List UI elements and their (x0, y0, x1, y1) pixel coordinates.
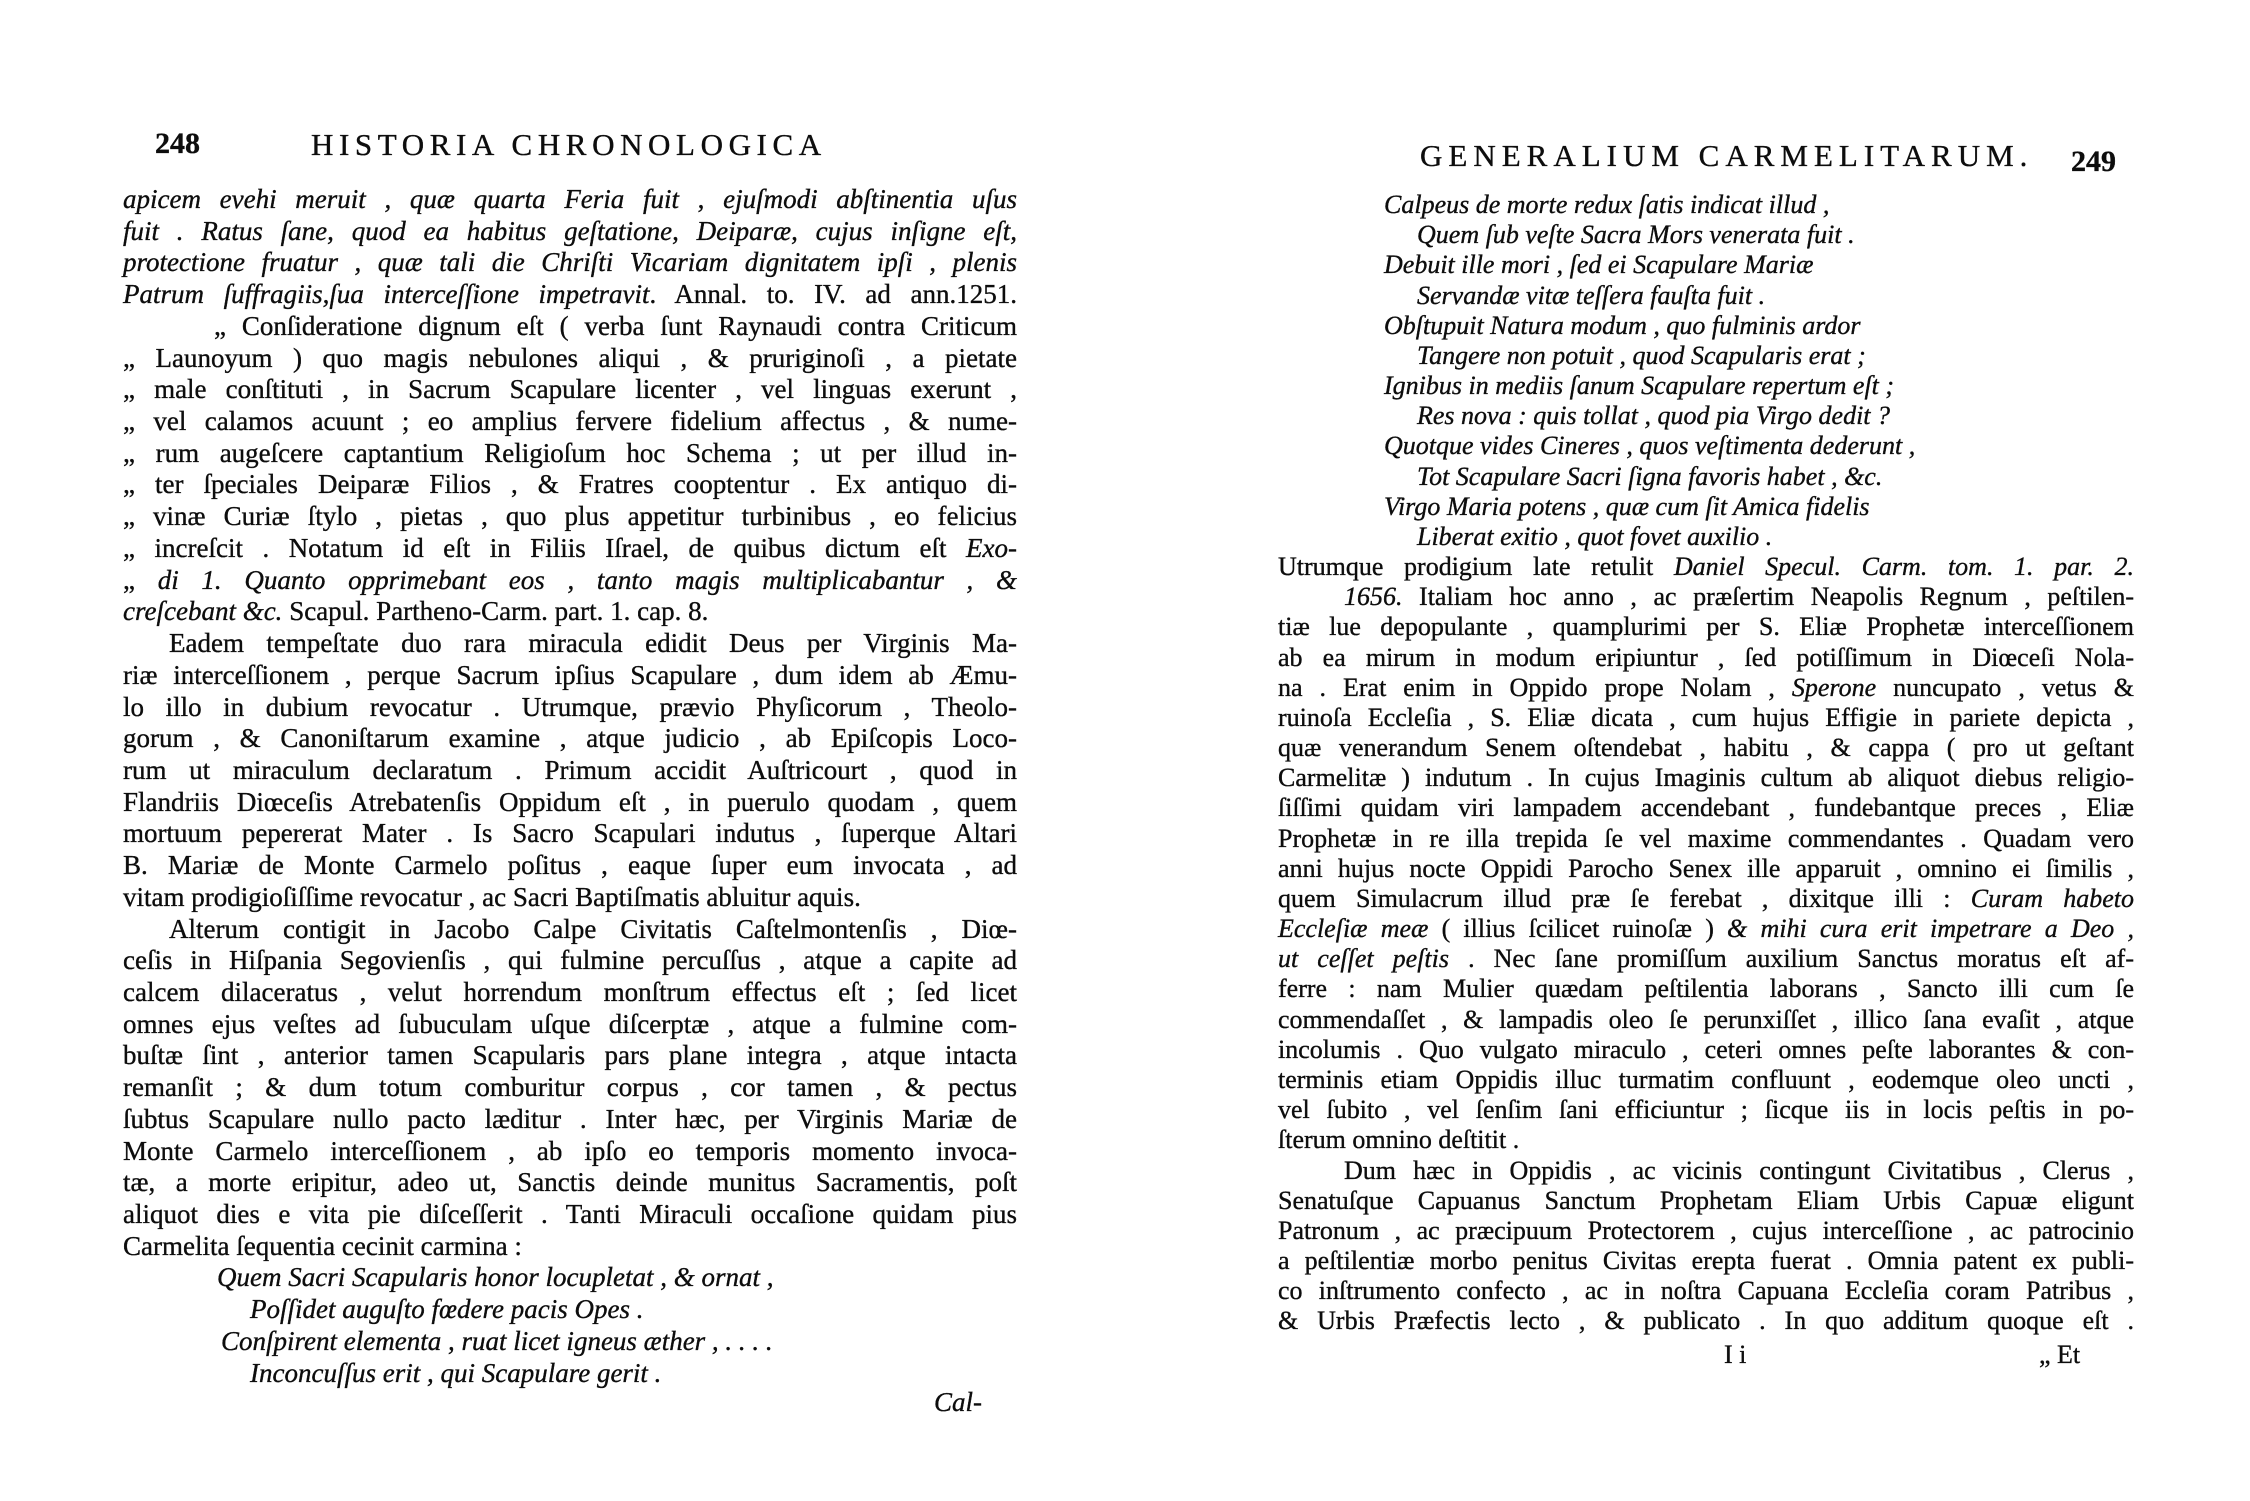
verse-line: Tot Scapulare Sacri ſigna favoris habet , &c. (1417, 461, 1883, 491)
text-line: gorum , & Canoniſtarum examine , atque judicio , ab Epiſcopis Loco- (123, 723, 1017, 754)
text-line: „ vinæ Curiæ ſtylo , pietas , quo plus appetitur turbinibus , eo felicius (123, 501, 1017, 532)
text-line: aliquot dies e vita pie diſceſſerit . Tanti Miraculi occaſione quidam pius (123, 1199, 1017, 1229)
right-running-head: GENERALIUM CARMELITARUM. (1420, 138, 2034, 173)
verse-line: Calpeus de morte redux ſatis indicat illud , (1384, 190, 1830, 219)
text-line: vel ſubito , vel ſenſim ſani efficiuntur ; ſicque iis in locis peſtis in po- (1278, 1095, 2134, 1125)
text-line: Carmelitæ ) indutum . In cujus Imaginis cultum ab aliquot diebus religio- (1278, 763, 2134, 793)
verse-line: Inconcuſſus erit , qui Scapulare gerit . (250, 1357, 662, 1388)
text-line: „ ter ſpeciales Deiparæ Filios , & Fratres cooptentur . Ex antiquo di- (123, 469, 1017, 500)
text-line: commendaſſet , & lampadis oleo ſe perunxiſſet , illico ſana evaſit , atque (1278, 1004, 2134, 1034)
text-line: tæ, a morte eripitur, adeo ut, Sanctis deinde munitus Sacramentis, poſt (123, 1167, 1017, 1198)
verse-line: Virgo Maria potens , quæ cum ſit Amica fidelis (1384, 491, 1870, 521)
text-line: ſubtus Scapulare nullo pacto læditur . Inter hæc, per Virginis Mariæ de (123, 1103, 1017, 1134)
text-run-italic: Patrum ſuffragiis,ſua interceſſione impetravit (123, 279, 650, 310)
text-run: Italiam hoc anno , ac præſertim Neapolis Regnum , peſtilen- (1402, 582, 2134, 612)
verse-line: Quotque vides Cineres , quos veſtimenta dederunt , (1384, 431, 1916, 461)
text-line: Dum hæc in Oppidis , ac vicinis contingunt Civitatibus , Clerus , (1344, 1155, 2134, 1185)
text-run: ( illius ſcilicet ruinoſæ ) (1428, 914, 1728, 944)
verse-line: Servandæ vitæ teſſera fauſta fuit . (1417, 280, 1766, 310)
text-run: „ increſcit . Notatum id eſt in Filiis Iſrael, de quibus dictum eſt (123, 532, 967, 563)
text-line: protectione fruatur , quæ tali die Chriſti Vicariam dignitatem ipſi , plenis (123, 247, 1017, 278)
verse-line: Res nova : quis tollat , quod pia Virgo dedit ? (1417, 401, 1891, 431)
text-line (123, 533, 1017, 565)
text-line: omnes ejus veſtes ad ſubuculam uſque diſcerptæ , atque a fulmine com- (123, 1008, 1017, 1039)
text-line: Monte Carmelo interceſſionem , ab ipſo eo temporis momento invoca- (123, 1135, 1017, 1166)
text-line: lo illo in dubium revocatur . Utrumque, prævio Phyſicorum , Theolo- (123, 691, 1017, 722)
text-line: ſiſſimi quidam viri lampadem accendebant , fundebantque preces , Eliæ (1278, 793, 2134, 823)
text-line: vitam prodigioſiſſime revocatur , ac Sacri Baptiſmatis abluitur aquis. (123, 881, 861, 912)
verse-line: Obſtupuit Natura modum , quo fulminis ardor (1384, 310, 1861, 340)
left-catchword: Cal- (934, 1387, 983, 1417)
text-line: „ Launoyum ) quo magis nebulones aliqui , & pruriginoſi , a pietate (123, 342, 1017, 373)
text-line: Carmelita ſequentia cecinit carmina : (123, 1230, 522, 1261)
signature-mark: I i (1724, 1340, 1747, 1369)
text-line: Eadem tempeſtate duo rara miracula edidit Deus per Virginis Ma- (169, 628, 1017, 659)
text-line: riæ interceſſionem , perque Sacrum ipſius Scapulare , dum idem ab Æmu- (123, 659, 1017, 690)
right-page-body (1278, 190, 2134, 1337)
text-line: ruinoſa Eccleſia , S. Eliæ dicata , cum hujus Effigie in pariete depicta , (1278, 702, 2134, 732)
text-line: fuit . Ratus ſane, quod ea habitus geſtatione, Deiparæ, cujus inſigne eſt, (123, 215, 1017, 246)
text-line: quæ venerandum Senem oſtendebat , habitu , & cappa ( pro ut geſtant (1278, 733, 2134, 763)
text-line: remanſit ; & dum totum comburitur corpus , cor tamen , & pectus (123, 1072, 1017, 1103)
text-run-italic: ut ceſſet peſtis (1278, 944, 1449, 974)
quote-mark: „ (123, 564, 158, 595)
text-line: incolumis . Quo vulgato miraculo , ceteri omnes peſte laborantes & con- (1278, 1034, 2134, 1064)
citation-run-italic: Daniel Specul. Carm. tom. 1. par. 2. (1673, 552, 2134, 582)
text-line: anni hujus nocte Oppidi Parocho Senex ille apparuit , omnino ei ſimilis , (1278, 853, 2134, 883)
text-line (1278, 673, 2134, 703)
text-line: apicem evehi meruit , quæ quarta Feria fuit , ejuſmodi abſtinentia uſus (123, 184, 1017, 214)
text-line (1278, 582, 2134, 612)
text-line: „ vel calamos acuunt ; eo amplius fervere fidelium affectus , & nume- (123, 406, 1017, 437)
verse-line: Poſſidet auguſto fœdere pacis Opes . (250, 1294, 644, 1325)
text-line: tiæ lue depopulante , quamplurimi per S. Eliæ Prophetæ interceſſionem (1278, 612, 2134, 642)
text-line: „ rum augeſcere captantium Religioſum hoc Schema ; ut per illud in- (123, 437, 1017, 468)
citation-run: Scapul. Partheno-Carm. part. 1. cap. 8. (282, 596, 709, 627)
text-run: quem Simulacrum illud præ ſe ferebat , dixitque illi : (1278, 883, 1971, 913)
text-line (123, 596, 1017, 628)
text-line: Flandriis Diœceſis Atrebatenſis Oppidum eſt , in puerulo quodam , quem (123, 786, 1017, 817)
verse-line: Quem Sacri Scapularis honor locupletat , & ornat , (217, 1262, 774, 1293)
verse-line: Ignibus in mediis ſanum Scapulare repertum eſt ; (1384, 371, 1895, 401)
text-line (123, 565, 1017, 597)
text-run-italic: di 1. Quanto opprimebant eos , tanto magis multiplicabantur , & (157, 564, 1018, 595)
text-line (1278, 884, 2134, 914)
text-run: nuncupato , vetus & (1876, 672, 2134, 702)
text-line: mortuum pepererat Mater . Is Sacro Scapulari indutus , ſuperque Altari (123, 818, 1017, 849)
text-line: ſterum omnino deſtitit . (1278, 1125, 1520, 1155)
text-run-italic: & mihi cura erit impetrare a Deo , (1727, 914, 2134, 944)
text-line: calcem dilaceratus , velut horrendum monſtrum effectus eſt ; ſed licet (123, 976, 1017, 1007)
text-run: na . Erat enim in Oppido prope Nolam , (1278, 672, 1792, 702)
text-line: a peſtilentiæ morbo penitus Civitas erepta fuerat . Omnia patent ex publi- (1278, 1246, 2134, 1276)
text-run-italic: creſcebant &c. (123, 596, 283, 627)
left-page-number: 248 (155, 127, 200, 160)
text-line: B. Mariæ de Monte Carmelo poſitus , eaque ſuper eum invocata , ad (123, 850, 1017, 881)
text-run: Utrumque prodigium late retulit (1278, 552, 1674, 582)
verse-line: Quem ſub veſte Sacra Mors venerata fuit . (1417, 220, 1855, 250)
text-run-italic: Eccleſiæ meæ (1278, 914, 1429, 944)
year-run: 1656. (1344, 582, 1403, 612)
text-line: Patronum , ac præcipuum Protectorem , cujus interceſſione , ac patrocinio (1278, 1215, 2134, 1245)
left-running-head: HISTORIA CHRONOLOGICA (311, 127, 827, 162)
text-run-italic: Exo- (966, 532, 1017, 563)
right-page-number: 249 (2071, 145, 2116, 178)
text-line (1278, 914, 2134, 944)
verse-line: Tangere non potuit , quod Scapularis erat ; (1417, 340, 1866, 370)
text-line: Alterum contigit in Jacobo Calpe Civitatis Caſtelmontenſis , Diœ- (169, 913, 1017, 944)
text-line: terminis etiam Oppidis illuc turmatim confluunt , eodemque oleo uncti , (1278, 1064, 2134, 1094)
verse-line: Liberat exitio , quot fovet auxilio . (1417, 521, 1773, 551)
text-line: co inſtrumento confecto , ac in noſtra Capuana Eccleſia coram Patribus , (1278, 1276, 2134, 1306)
text-line: rum ut miraculum declaratum . Primum accidit Auſtricourt , quod in (123, 754, 1017, 785)
text-line: buſtæ ſint , anterior tamen Scapularis pars plane integra , atque intacta (123, 1040, 1017, 1071)
text-line: Senatuſque Capuanus Sanctum Prophetam Eliam Urbis Capuæ eligunt (1278, 1185, 2134, 1215)
verse-line: Debuit ille mori , ſed ei Scapulare Mariæ (1384, 250, 1814, 280)
text-line: ab ea mirum in modum eripiuntur , ſed potiſſimum in Diœceſi Nola- (1278, 642, 2134, 672)
text-run-italic: Sperone (1791, 672, 1877, 702)
text-line (1278, 944, 2134, 974)
text-run-italic: Curam habeto (1970, 883, 2135, 913)
text-run: . Nec ſane promiſſum auxilium Sanctus moratus eſt af- (1449, 944, 2134, 974)
verse-line: Conſpirent elementa , ruat licet igneus æther , . . . . (221, 1325, 773, 1356)
text-line: & Urbis Præfectis lecto , & publicato . In quo additum quoque eſt . (1278, 1306, 2134, 1336)
text-line (123, 279, 1017, 311)
text-line: ceſis in Hiſpania Segovienſis , qui fulmine percuſſus , atque a capite ad (123, 945, 1017, 976)
citation-run: . Annal. to. IV. ad ann.1251. (649, 279, 1017, 310)
right-catchword: „ Et (2039, 1340, 2081, 1369)
text-line (1278, 552, 2134, 582)
text-line: „ male conſtituti , in Sacrum Scapulare licenter , vel linguas exerunt , (123, 374, 1017, 405)
text-line: Prophetæ in re illa trepida ſe vel maxime commendantes . Quadam vero (1278, 823, 2134, 853)
text-line: „ Conſideratione dignum eſt ( verba ſunt Raynaudi contra Criticum (214, 310, 1017, 341)
text-line: ferre : nam Mulier quædam peſtilentia laborans , Sancto illi cum ſe (1278, 974, 2134, 1004)
left-page-body (123, 184, 1017, 1389)
